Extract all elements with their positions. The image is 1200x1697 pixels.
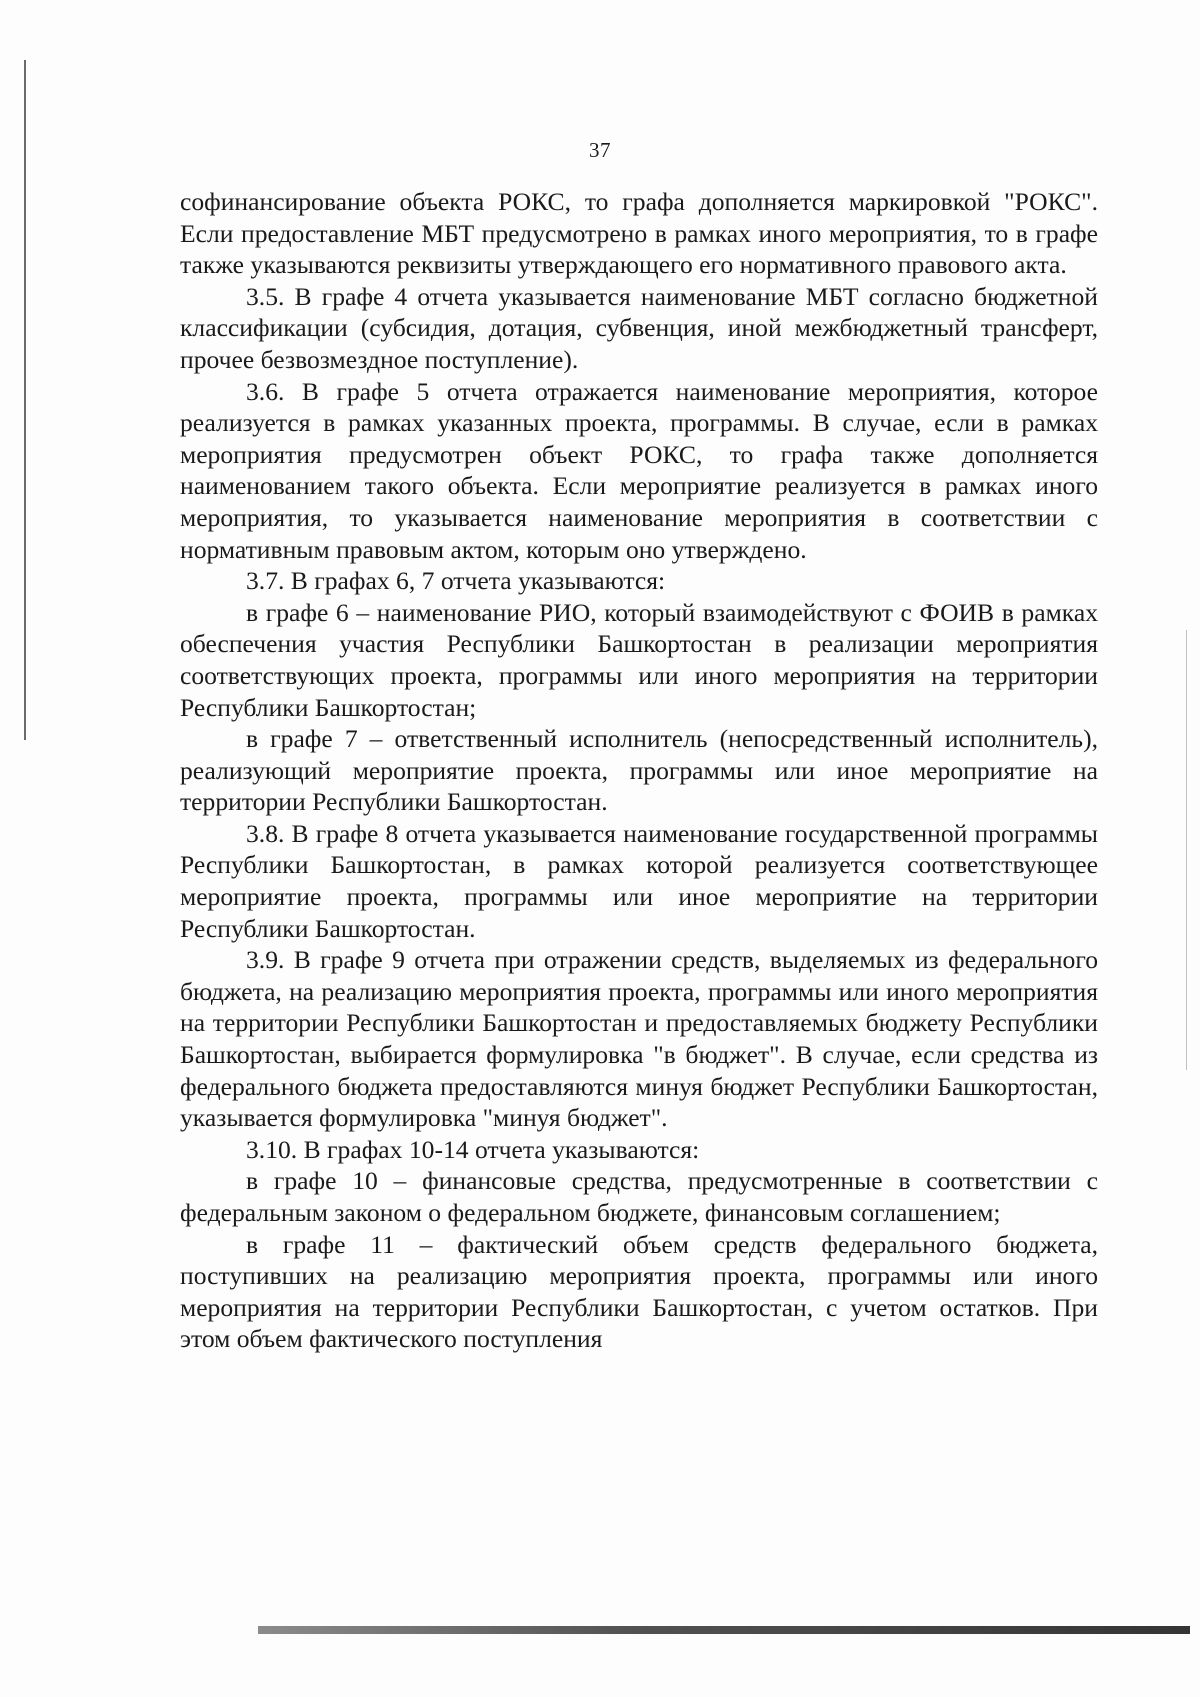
- paragraph-column-11: в графе 11 – фактический объем средств федерального бюджета, поступивших на реализацию мероприятия проекта, программы или иного мероприятия на территории Республики Башкортостан, с учетом остатков. При этом объем фактического поступления: [180, 1229, 1098, 1354]
- paragraph-column-6: в графе 6 – наименование РИО, который взаимодействуют с ФОИВ в рамках обеспечения участия Республики Башкортостан в реализации мероприятия соответствующих проекта, программы или иного мероприятия на территории Республики Башкортостан;: [180, 597, 1098, 722]
- paragraph-column-10: в графе 10 – финансовые средства, предусмотренные в соответствии с федеральным законом о федеральном бюджете, финансовым соглашением;: [180, 1166, 1098, 1227]
- paragraph-3-9: 3.9. В графе 9 отчета при отражении средств, выделяемых из федерального бюджета, на реализацию мероприятия проекта, программы или иного мероприятия на территории Республики Башкортостан и предоставляемых бюджету Республики Башкортостан, выбирается формулировка "в бюджет". В случае, если средства из федерального бюджета предоставляются минуя бюджет Республики Башкортостан, указывается формулировка "минуя бюджет".: [180, 945, 1098, 1133]
- paragraph-column-7: в графе 7 – ответственный исполнитель (непосредственный исполнитель), реализующий мероприятие проекта, программы или иное мероприятие на территории Республики Башкортостан.: [180, 724, 1098, 817]
- paragraph-3-6: 3.6. В графе 5 отчета отражается наименование мероприятия, которое реализуется в рамках указанных проекта, программы. В случае, если в рамках мероприятия предусмотрен объект РОКС, то графа также дополняется наименованием такого объекта. Если мероприятие реализуется в рамках иного мероприятия, то указывается наименование мероприятия в соответствии с нормативным правовым актом, которым оно утверждено.: [180, 376, 1098, 564]
- page-number: 37: [589, 138, 611, 162]
- paragraph-3-10: 3.10. В графах 10-14 отчета указываются:: [246, 1134, 700, 1164]
- scan-edge-right: [1186, 630, 1187, 1070]
- scan-bar-bottom: [258, 1626, 1190, 1634]
- paragraph-3-7: 3.7. В графах 6, 7 отчета указываются:: [246, 566, 666, 596]
- paragraph-continuation: софинансирование объекта РОКС, то графа дополняется маркировкой "РОКС". Если предоставление МБТ предусмотрено в рамках иного мероприятия, то в графе также указываются реквизиты утверждающего его нормативного правового акта.: [180, 187, 1098, 280]
- paragraph-3-8: 3.8. В графе 8 отчета указывается наименование государственной программы Республики Башкортостан, в рамках которой реализуется соответствующее мероприятие проекта, программы или иное мероприятие на территории Республики Башкортостан.: [180, 818, 1098, 943]
- document-body: [180, 186, 1098, 1355]
- paragraph-3-5: 3.5. В графе 4 отчета указывается наименование МБТ согласно бюджетной классификации (субсидия, дотация, субвенция, иной межбюджетный трансферт, прочее безвозмездное поступление).: [180, 281, 1098, 374]
